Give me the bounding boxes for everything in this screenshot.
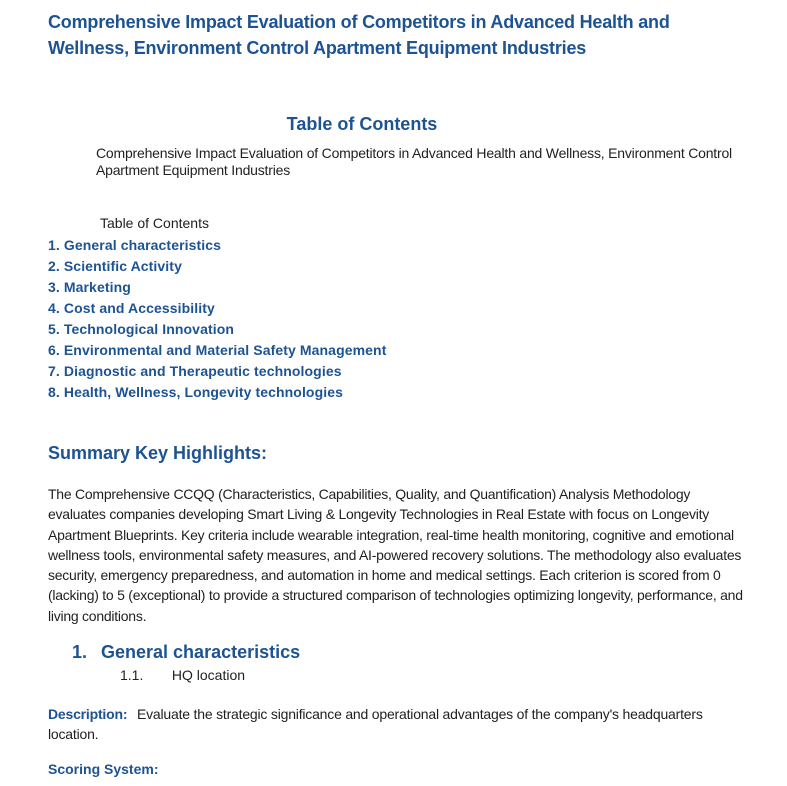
toc-heading: Table of Contents bbox=[286, 114, 438, 134]
section-number: 1. bbox=[72, 642, 88, 662]
toc-link-diagnostic-therapeutic[interactable]: 7. Diagnostic and Therapeutic technologies bbox=[48, 363, 342, 379]
description-paragraph bbox=[48, 704, 728, 744]
toc-link-general-characteristics[interactable]: 1. General characteristics bbox=[48, 237, 222, 253]
document-title: Comprehensive Impact Evaluation of Competitors in Advanced Health and Wellness, Environment Control Apartment Equipment Industries bbox=[48, 12, 670, 58]
description-text: Evaluate the strategic significance and operational advantages of the company's headquarters location. bbox=[48, 706, 703, 742]
description-label: Description: bbox=[48, 706, 128, 722]
toc-subtitle: Comprehensive Impact Evaluation of Competitors in Advanced Health and Wellness, Environment Control Apartment Equipment Industries bbox=[96, 145, 732, 178]
toc-link-health-wellness-longevity[interactable]: 8. Health, Wellness, Longevity technologies bbox=[48, 384, 343, 400]
summary-paragraph: The Comprehensive CCQQ (Characteristics, Capabilities, Quality, and Quantification) Analysis Methodology evaluates companies developing Smart Living & Longevity Technologies in Real Estate with focus on Longevity Apartment Blueprints. Key criteria include wearable integration, real-time health monitoring, cognitive and emotional wellness tools, environmental safety measures, and AI-powered recovery solutions. The methodology also evaluates security, emergency preparedness, and automation in home and medical settings. Each criterion is scored from 0 (lacking) to 5 (exceptional) to provide a structured comparison of technologies optimizing longevity, performance, and living conditions. bbox=[48, 486, 743, 624]
toc-list bbox=[48, 236, 386, 404]
toc-link-marketing[interactable]: 3. Marketing bbox=[48, 279, 131, 295]
subsection-title: HQ location bbox=[171, 667, 246, 683]
subsection-number: 1.1. bbox=[120, 667, 144, 683]
section-heading bbox=[72, 642, 300, 663]
toc-link-environmental-safety[interactable]: 6. Environmental and Material Safety Management bbox=[48, 342, 387, 358]
summary-heading: Summary Key Highlights: bbox=[48, 443, 268, 463]
subsection-heading bbox=[120, 667, 245, 683]
toc-link-technological-innovation[interactable]: 5. Technological Innovation bbox=[48, 321, 235, 337]
toc-label: Table of Contents bbox=[100, 215, 209, 231]
toc-link-scientific-activity[interactable]: 2. Scientific Activity bbox=[48, 258, 182, 274]
toc-link-cost-accessibility[interactable]: 4. Cost and Accessibility bbox=[48, 300, 215, 316]
scoring-system-label: Scoring System: bbox=[48, 761, 159, 777]
section-title: General characteristics bbox=[101, 642, 301, 662]
